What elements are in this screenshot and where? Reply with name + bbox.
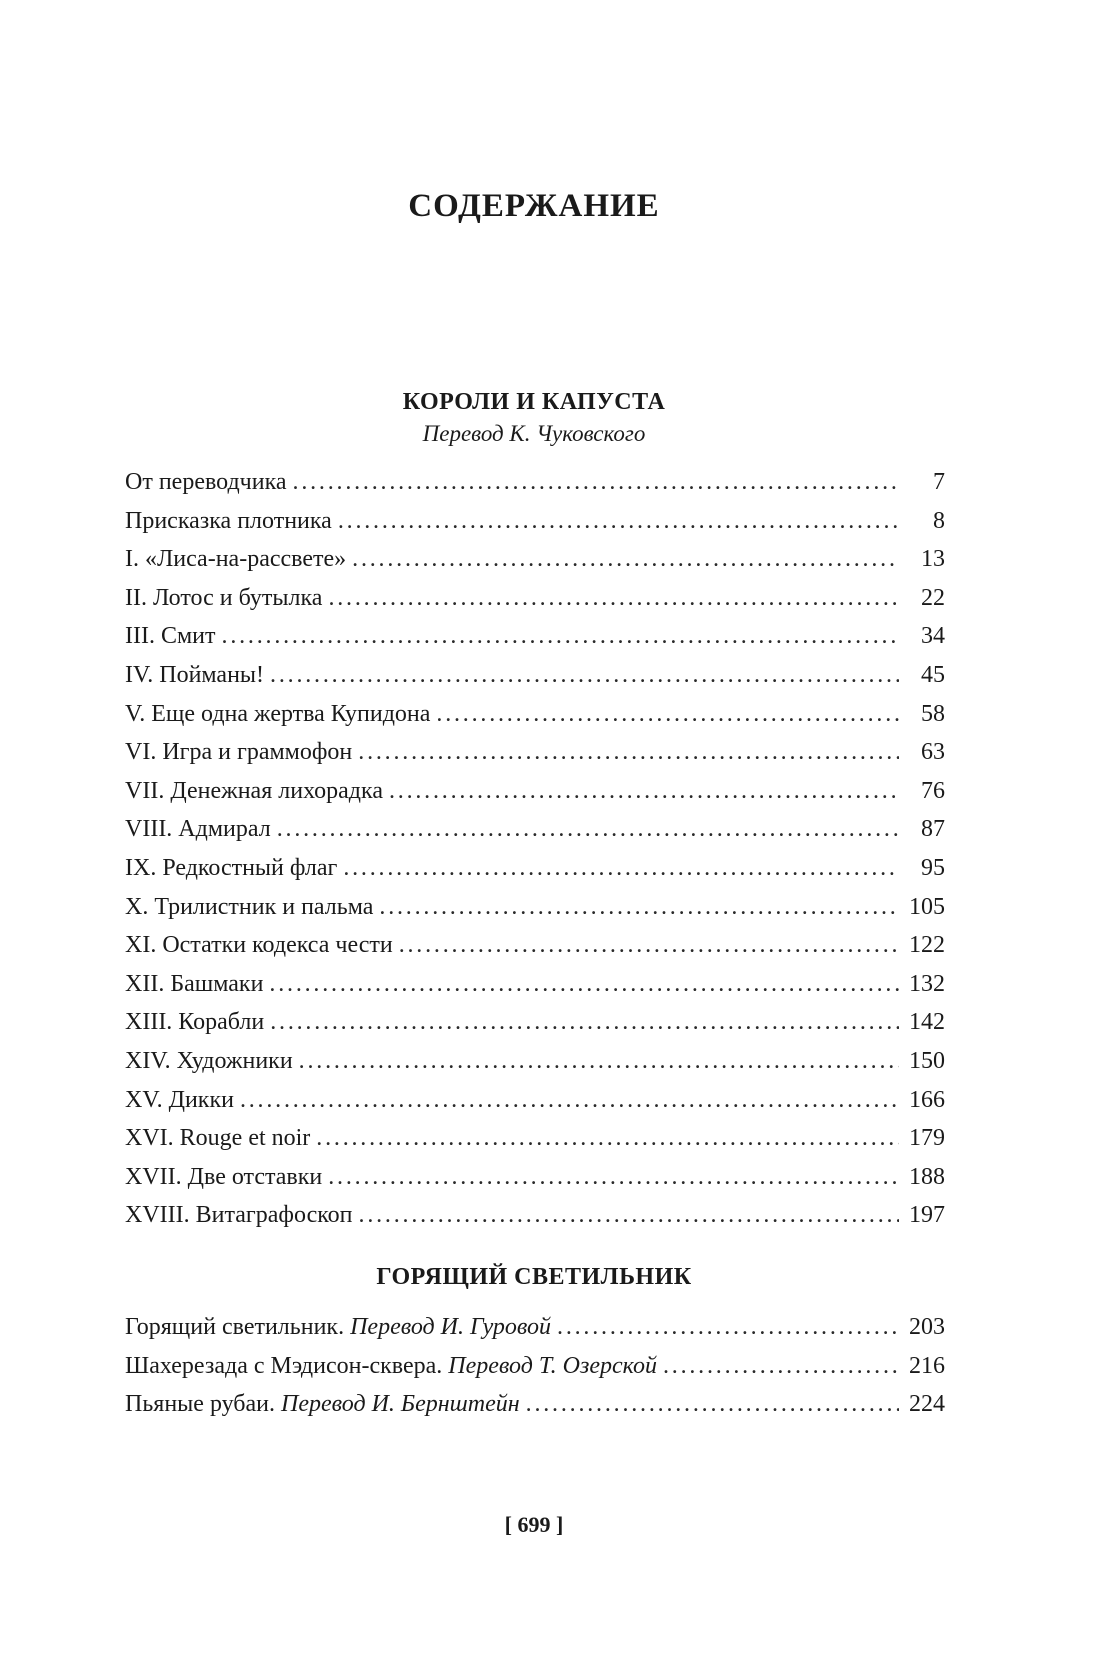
- toc-entry: [125, 1200, 945, 1239]
- toc-entry-page: 188: [909, 1163, 945, 1190]
- toc-entry: [125, 660, 945, 699]
- toc-entry-title: [125, 853, 343, 883]
- toc-entry-title: [125, 1046, 299, 1076]
- toc-list-burning-lamp: [125, 1312, 945, 1428]
- toc-leader-dots: [436, 699, 899, 729]
- toc-entry: [125, 506, 945, 545]
- toc-entry-page: 95: [921, 854, 945, 881]
- toc-entry-page: 179: [909, 1125, 945, 1152]
- toc-entry-label: XVIII. Витаграфоскоп: [125, 1202, 353, 1229]
- toc-entry: [125, 737, 945, 776]
- toc-entry-title: [125, 1389, 526, 1419]
- toc-entry-page: 197: [909, 1202, 945, 1229]
- toc-leader-dots: [352, 544, 899, 574]
- toc-leader-dots: [399, 930, 899, 960]
- toc-entry-title: [125, 467, 293, 497]
- toc-entry-label: Присказка плотника: [125, 507, 332, 534]
- toc-entry: [125, 892, 945, 931]
- toc-entry-label: Пьяные рубаи.: [125, 1391, 276, 1418]
- toc-entry-label: IV. Пойманы!: [125, 661, 265, 688]
- toc-entry-title: [125, 1162, 328, 1192]
- page-number: [ 699 ]: [504, 1512, 564, 1537]
- toc-entry-title: [125, 969, 269, 999]
- toc-entry: [125, 1351, 945, 1390]
- toc-entry: [125, 930, 945, 969]
- toc-entry: [125, 544, 945, 583]
- toc-leader-dots: [343, 853, 899, 883]
- toc-entry-label: XIV. Художники: [125, 1047, 293, 1074]
- toc-entry: [125, 1085, 945, 1124]
- toc-entry-page: 87: [921, 816, 945, 843]
- toc-entry-page: 13: [921, 546, 945, 573]
- toc-entry-translator: Перевод Т. Озерской: [448, 1352, 657, 1379]
- toc-leader-dots: [379, 892, 899, 922]
- toc-entry: [125, 467, 945, 506]
- toc-entry-page: 142: [909, 1009, 945, 1036]
- toc-leader-dots: [316, 1123, 899, 1153]
- toc-entry: [125, 1389, 945, 1428]
- toc-entry-page: 7: [933, 469, 945, 495]
- toc-entry-page: 76: [921, 777, 945, 804]
- toc-entry: [125, 776, 945, 815]
- toc-leader-dots: [270, 1007, 899, 1037]
- toc-entry: [125, 814, 945, 853]
- toc-entry-title: [125, 1200, 359, 1230]
- toc-entry-title: [125, 892, 379, 922]
- toc-leader-dots: [526, 1389, 899, 1419]
- toc-entry: [125, 1007, 945, 1046]
- toc-leader-dots: [270, 660, 899, 690]
- toc-entry-label: I. «Лиса-на-рассвете»: [125, 546, 347, 573]
- toc-leader-dots: [328, 1162, 899, 1192]
- toc-leader-dots: [222, 621, 899, 651]
- toc-entry: [125, 1312, 945, 1351]
- toc-entry-page: 216: [909, 1352, 945, 1379]
- toc-entry-page: 166: [909, 1086, 945, 1113]
- toc-entry-label: XVII. Две отставки: [125, 1163, 323, 1190]
- toc-leader-dots: [293, 467, 899, 497]
- toc-entry-title: [125, 699, 436, 729]
- toc-leader-dots: [299, 1046, 899, 1076]
- toc-entry: [125, 1162, 945, 1201]
- toc-entry-title: [125, 776, 389, 806]
- toc-entry-page: 224: [909, 1391, 945, 1418]
- toc-leader-dots: [557, 1312, 899, 1342]
- toc-entry-label: IX. Редкостный флаг: [125, 854, 338, 881]
- toc-entry-label: VIII. Адмирал: [125, 816, 271, 843]
- toc-leader-dots: [338, 506, 899, 536]
- page-title: СОДЕРЖАНИЕ: [408, 188, 660, 224]
- toc-leader-dots: [663, 1351, 899, 1381]
- toc-entry-page: 58: [921, 700, 945, 727]
- toc-entry-title: [125, 737, 358, 767]
- toc-entry-label: От переводчика: [125, 469, 287, 495]
- toc-entry-page: 63: [921, 739, 945, 766]
- toc-entry-page: 132: [909, 970, 945, 997]
- section-subtitle-translator: Перевод К. Чуковского: [422, 421, 646, 446]
- toc-entry-title: [125, 621, 222, 651]
- toc-entry-label: X. Трилистник и пальма: [125, 893, 374, 920]
- toc-entry-title: [125, 1351, 663, 1381]
- toc-entry-title: [125, 544, 352, 574]
- toc-entry-title: [125, 814, 277, 844]
- toc-entry-label: VI. Игра и граммофон: [125, 739, 353, 766]
- toc-entry-translator: Перевод И. Гуровой: [350, 1314, 552, 1340]
- toc-entry-title: [125, 583, 328, 613]
- toc-entry-title: [125, 1123, 316, 1153]
- toc-leader-dots: [359, 1200, 899, 1230]
- toc-entry-title: [125, 1312, 557, 1342]
- toc-entry-label: III. Смит: [125, 623, 216, 650]
- toc-leader-dots: [358, 737, 899, 767]
- toc-entry: [125, 1123, 945, 1162]
- toc-entry-page: 34: [921, 623, 945, 650]
- toc-entry-page: 150: [909, 1047, 945, 1074]
- toc-leader-dots: [328, 583, 899, 613]
- toc-entry-label: XI. Остатки кодекса чести: [125, 932, 393, 959]
- toc-entry-label: XIII. Корабли: [125, 1009, 265, 1036]
- toc-entry-title: [125, 1007, 270, 1037]
- section-title-burning-lamp: ГОРЯЩИЙ СВЕТИЛЬНИК: [376, 1264, 692, 1290]
- toc-entry-title: [125, 930, 399, 960]
- toc-entry-translator: Перевод И. Бернштейн: [281, 1391, 520, 1418]
- toc-list-kings-and-cabbages: [125, 467, 945, 1239]
- toc-entry: [125, 853, 945, 892]
- toc-entry-page: 45: [921, 661, 945, 688]
- toc-entry: [125, 583, 945, 622]
- toc-entry-page: 122: [909, 932, 945, 959]
- toc-entry: [125, 969, 945, 1008]
- toc-entry-label: XII. Башмаки: [125, 970, 264, 997]
- toc-leader-dots: [389, 776, 899, 806]
- toc-leader-dots: [240, 1085, 899, 1115]
- toc-entry: [125, 621, 945, 660]
- section-title-kings-and-cabbages: КОРОЛИ И КАПУСТА: [402, 389, 666, 415]
- toc-entry-page: 22: [921, 584, 945, 611]
- toc-entry: [125, 699, 945, 738]
- toc-entry-label: XVI. Rouge et noir: [125, 1125, 311, 1152]
- toc-entry-label: Горящий светильник.: [125, 1314, 345, 1340]
- toc-entry-label: II. Лотос и бутылка: [125, 584, 323, 611]
- toc-entry: [125, 1046, 945, 1085]
- toc-entry-page: 8: [933, 507, 945, 534]
- toc-leader-dots: [277, 814, 899, 844]
- toc-leader-dots: [269, 969, 899, 999]
- toc-entry-title: [125, 1085, 240, 1115]
- toc-entry-label: V. Еще одна жертва Купидона: [125, 700, 431, 727]
- toc-entry-label: VII. Денежная лихорадка: [125, 777, 383, 804]
- toc-entry-page: 105: [909, 893, 945, 920]
- toc-entry-title: [125, 660, 270, 690]
- toc-entry-label: Шахерезада с Мэдисон-сквера.: [125, 1352, 443, 1379]
- toc-entry-title: [125, 506, 338, 536]
- toc-entry-label: XV. Дикки: [125, 1086, 234, 1113]
- toc-entry-page: 203: [909, 1314, 945, 1340]
